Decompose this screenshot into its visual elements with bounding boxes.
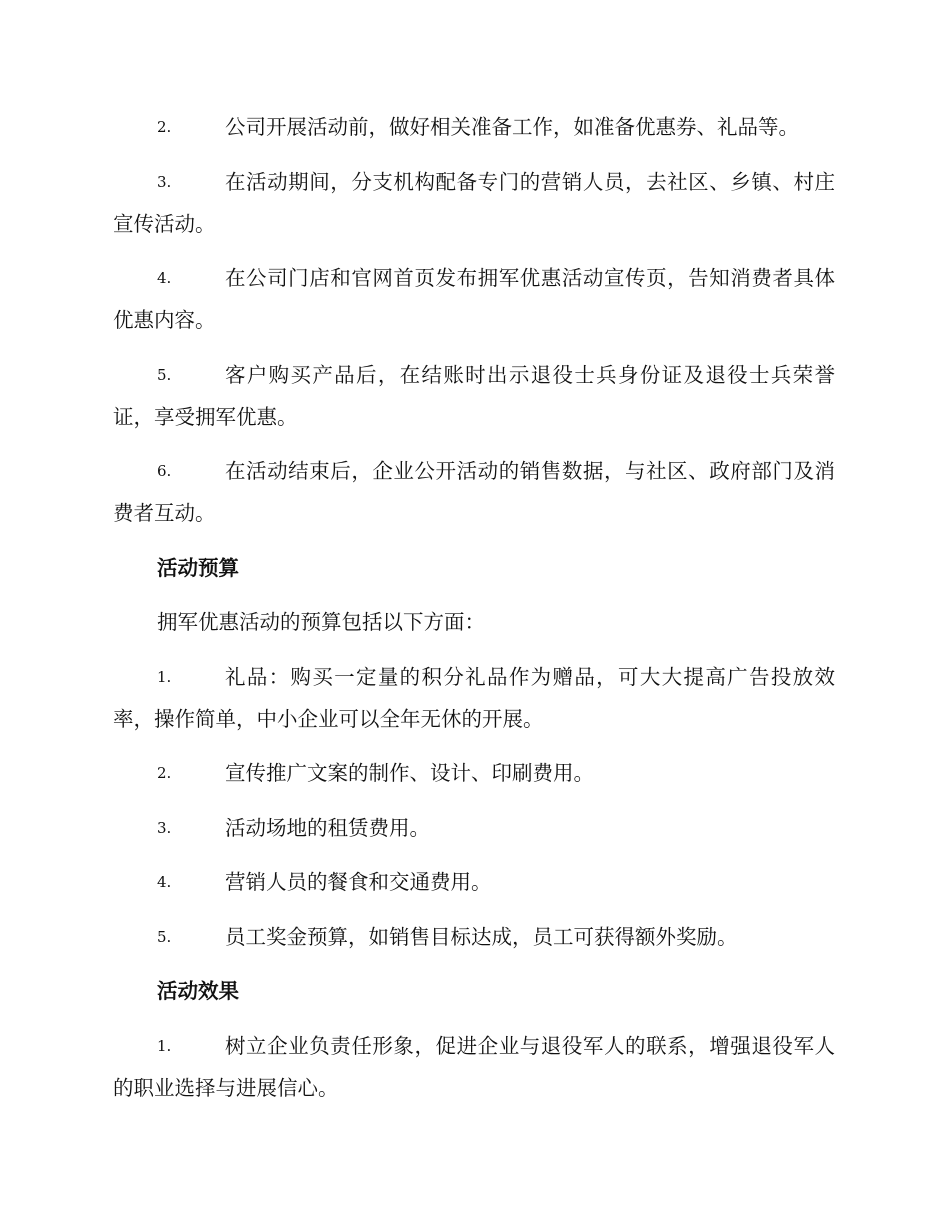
- list-text: 员工奖金预算，如销售目标达成，员工可获得额外奖励。: [225, 924, 738, 949]
- list-number: 2.: [157, 764, 172, 782]
- list-number: 5.: [157, 927, 172, 946]
- list-item: [113, 861, 835, 903]
- list-item: [113, 752, 835, 794]
- list-number: 1.: [157, 667, 172, 686]
- list-number: 2.: [157, 118, 172, 136]
- list-text: 公司开展活动前，做好相关准备工作，如准备优惠券、礼品等。: [225, 115, 799, 139]
- budget-intro: 拥军优惠活动的预算包括以下方面：: [157, 610, 485, 634]
- list-number: 5.: [157, 365, 172, 384]
- list-item: [113, 656, 835, 740]
- list-item: [113, 161, 835, 245]
- list-text: 营销人员的餐食和交通费用。: [225, 870, 492, 894]
- list-number: 3.: [157, 818, 172, 837]
- section-heading-effect: 活动效果: [157, 979, 239, 1003]
- section-heading-budget: 活动预算: [157, 555, 239, 580]
- list-text: 在公司门店和官网首页发布拥军优惠活动宣传页，告知消费者具体优惠内容。: [113, 266, 835, 332]
- list-text: 在活动结束后，企业公开活动的销售数据，与社区、政府部门及消费者互动。: [113, 459, 835, 525]
- list-number: 4.: [157, 873, 172, 891]
- list-number: 4.: [157, 269, 172, 287]
- list-item: [113, 916, 835, 958]
- list-text: 树立企业负责任形象，促进企业与退役军人的联系，增强退役军人的职业选择与进展信心。: [113, 1033, 835, 1100]
- list-text: 活动场地的租赁费用。: [225, 815, 430, 840]
- list-item: [113, 450, 835, 534]
- list-number: 3.: [157, 172, 172, 191]
- list-text: 在活动期间，分支机构配备专门的营销人员，去社区、乡镇、村庄宣传活动。: [113, 169, 835, 236]
- list-item: [113, 807, 835, 849]
- list-text: 客户购买产品后，在结账时出示退役士兵身份证及退役士兵荣誉证，享受拥军优惠。: [113, 362, 835, 429]
- list-number: 6.: [157, 462, 172, 480]
- document-body: [113, 106, 835, 1121]
- list-item: [113, 106, 835, 148]
- list-text: 宣传推广文案的制作、设计、印刷费用。: [225, 761, 594, 785]
- list-item: [113, 354, 835, 438]
- list-item: [113, 1025, 835, 1109]
- list-item: [113, 257, 835, 341]
- list-number: 1.: [157, 1036, 172, 1055]
- list-text: 礼品：购买一定量的积分礼品作为赠品，可大大提高广告投放效率，操作简单，中小企业可以全年无休的开展。: [113, 664, 835, 731]
